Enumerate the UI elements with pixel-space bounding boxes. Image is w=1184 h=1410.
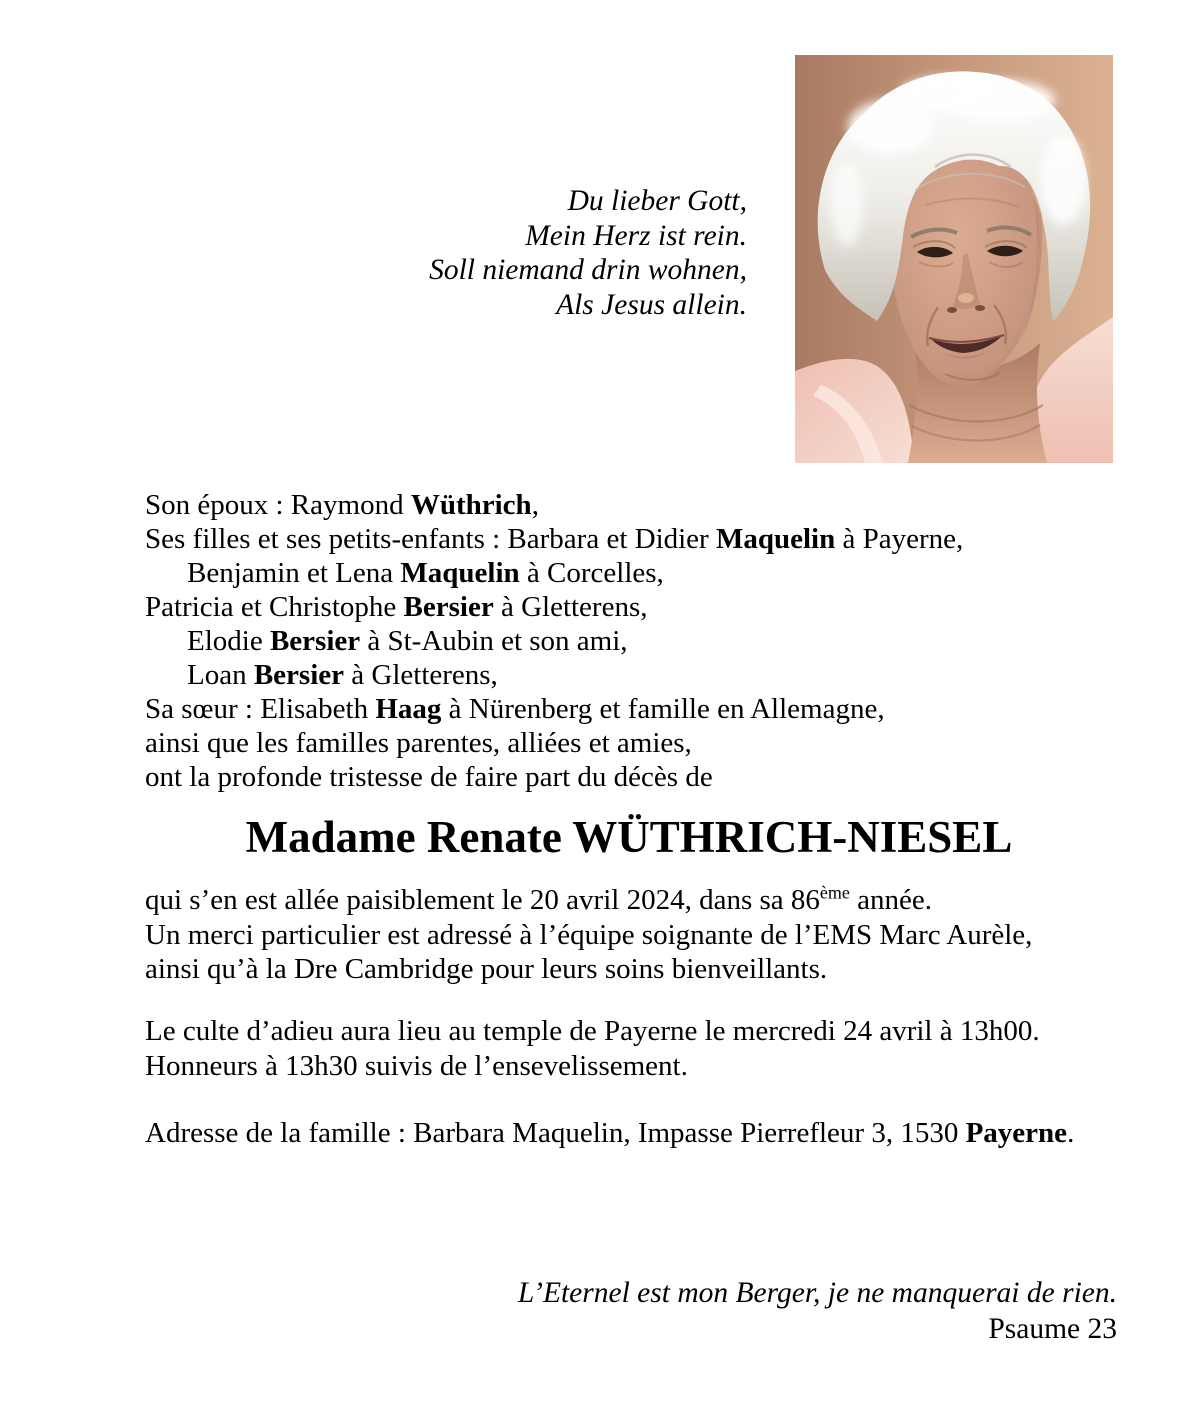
family-list (145, 488, 963, 794)
family-line: Ses filles et ses petits-enfants : Barbara et Didier Maquelin à Payerne, (145, 523, 964, 555)
announcement-line: ainsi qu’à la Dre Cambridge pour leurs soins bienveillants. (145, 953, 828, 985)
poem-line: Soll niemand drin wohnen, (429, 254, 747, 286)
announcement-paragraph (145, 883, 1032, 987)
german-poem (429, 184, 747, 322)
announcement-line: qui s’en est allée paisiblement le 20 avril 2024, dans sa 86ème année. (145, 882, 932, 916)
family-line: Patricia et Christophe Bersier à Gletterens, (145, 591, 648, 623)
family-line: Sa sœur : Elisabeth Haag à Nürenberg et famille en Allemagne, (145, 693, 885, 725)
portrait-photo (795, 55, 1113, 463)
ceremony-paragraph (145, 1014, 1040, 1083)
family-line: Son époux : Raymond Wüthrich, (145, 489, 539, 521)
family-line: Loan Bersier à Gletterens, (187, 659, 498, 691)
family-line: ainsi que les familles parentes, alliées et amies, (145, 727, 692, 759)
poem-line: Als Jesus allein. (556, 288, 747, 321)
announcement-line: Un merci particulier est adressé à l’équipe soignante de l’EMS Marc Aurèle, (145, 918, 1033, 951)
deceased-name-title: Madame Renate WÜTHRICH-NIESEL (245, 812, 1013, 862)
family-line: Benjamin et Lena Maquelin à Corcelles, (187, 557, 664, 589)
ceremony-line: Le culte d’adieu aura lieu au temple de Payerne le mercredi 24 avril à 13h00. (145, 1015, 1040, 1047)
poem-line: Du lieber Gott, (567, 185, 747, 217)
portrait-photo-svg (795, 55, 1113, 463)
ceremony-line: Honneurs à 13h30 suivis de l’ensevelissement. (145, 1049, 688, 1082)
family-line: ont la profonde tristesse de faire part du décès de (145, 761, 713, 793)
quote-text: L’Eternel est mon Berger, je ne manquerai de rien. (517, 1277, 1117, 1309)
scripture-quote (518, 1275, 1117, 1347)
family-line: Elodie Bersier à St-Aubin et son ami, (187, 625, 628, 657)
poem-line: Mein Herz ist rein. (525, 219, 747, 252)
family-address-line: Adresse de la famille : Barbara Maquelin, Impasse Pierrefleur 3, 1530 Payerne. (145, 1117, 1075, 1149)
quote-attribution: Psaume 23 (988, 1313, 1117, 1345)
